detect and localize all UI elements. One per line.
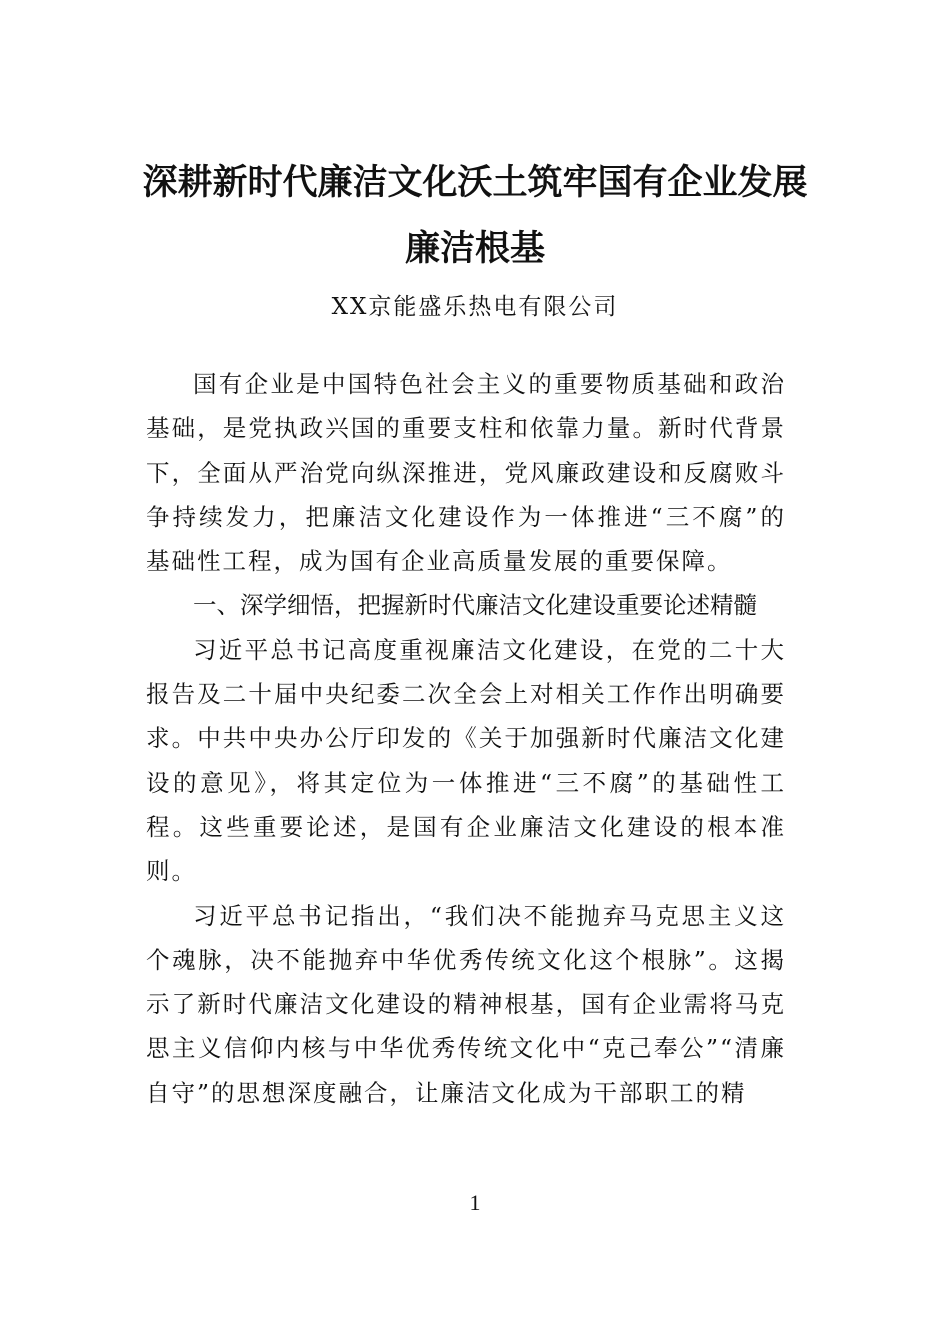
document-body bbox=[146, 362, 786, 1115]
page-number: 1 bbox=[469, 1190, 481, 1215]
section-heading: 一、深学细悟，把握新时代廉洁文化建设重要论述精髓 bbox=[193, 591, 757, 620]
document-title: 深耕新时代廉洁文化沃土筑牢国有企业发展廉洁根基 bbox=[142, 162, 808, 269]
paragraph-intro: 国有企业是中国特色社会主义的重要物质基础和政治基础，是党执政兴国的重要支柱和依靠力量。新时代背景下，全面从严治党向纵深推进，党风廉政建设和反腐败斗争持续发力，把廉洁文化建设作为一体推进“三不腐”的基础性工程，成为国有企业高质量发展的重要保障。 bbox=[146, 370, 786, 576]
organization-name: XX京能盛乐热电有限公司 bbox=[331, 294, 619, 320]
paragraph-section-2: 习近平总书记指出，“我们决不能抛弃马克思主义这个魂脉，决不能抛弃中华优秀传统文化这个根脉”。这揭示了新时代廉洁文化建设的精神根基，国有企业需将马克思主义信仰内核与中华优秀传统文化中“克己奉公”“清廉自守”的思想深度融合，让廉洁文化成为干部职工的精 bbox=[146, 901, 786, 1107]
paragraph-section-1: 习近平总书记高度重视廉洁文化建设，在党的二十大报告及二十届中央纪委二次全会上对相关工作作出明确要求。中共中央办公厅印发的《关于加强新时代廉洁文化建设的意见》，将其定位为一体推进“三不腐”的基础性工程。这些重要论述，是国有企业廉洁文化建设的根本准则。 bbox=[146, 635, 786, 886]
